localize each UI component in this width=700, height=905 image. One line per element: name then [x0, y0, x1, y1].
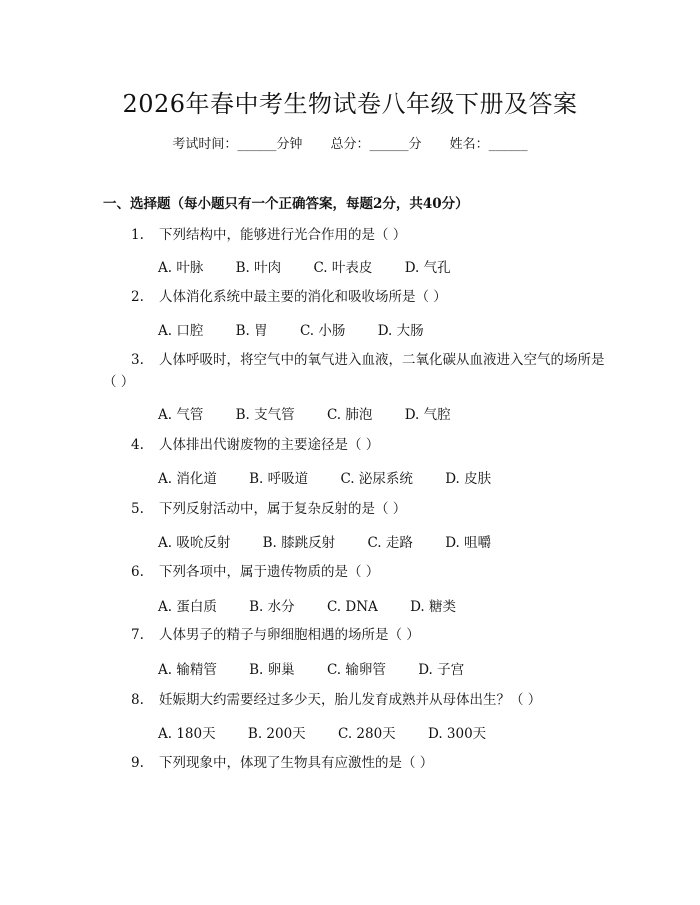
options-row — [158, 658, 488, 678]
question-number: 4. — [131, 437, 144, 453]
question-number: 2. — [131, 289, 144, 305]
question — [103, 689, 623, 711]
question-number: 5. — [131, 501, 144, 517]
question-number: 3. — [131, 352, 144, 368]
exam-time: 考试时间：______分钟 — [172, 137, 303, 152]
options-row — [158, 595, 480, 615]
option: C. 叶表皮 — [313, 260, 373, 276]
question-text: 人体消化系统中最主要的消化和吸收场所是（ ） — [159, 289, 447, 305]
options-row — [158, 319, 448, 339]
option: B. 胃 — [235, 323, 268, 339]
question-text: 人体呼吸时，将空气中的氧气进入血液，二氧化碳从血液进入空气的场所是（ ） — [103, 352, 605, 390]
option: A. 消化道 — [158, 471, 217, 487]
option: A. 输精管 — [158, 662, 217, 678]
student-name: 姓名：______ — [449, 137, 528, 152]
option: A. 180天 — [158, 726, 216, 742]
option: D. 300天 — [427, 726, 487, 742]
question-number: 9. — [131, 755, 144, 771]
page-title: 2026年春中考生物试卷八年级下册及答案 — [122, 90, 578, 118]
option: D. 咀嚼 — [445, 535, 492, 551]
section-heading: 一、选择题（每小题只有一个正确答案，每题2分，共40分） — [103, 196, 469, 212]
question — [103, 349, 613, 393]
option: A. 吸吮反射 — [158, 535, 231, 551]
question-text: 人体排出代谢废物的主要途径是（ ） — [159, 437, 380, 453]
question-text: 人体男子的精子与卵细胞相遇的场所是（ ） — [159, 627, 420, 643]
option: A. 蛋白质 — [158, 599, 217, 615]
option: C. 肺泡 — [326, 407, 373, 423]
option: B. 叶肉 — [235, 260, 282, 276]
option: A. 叶脉 — [158, 260, 204, 276]
options-row — [158, 531, 515, 551]
options-row — [158, 403, 475, 423]
option: B. 膝跳反射 — [262, 535, 336, 551]
question — [103, 286, 603, 308]
option: D. 糖类 — [410, 599, 457, 615]
question — [103, 752, 603, 774]
option: C. 泌尿系统 — [340, 471, 413, 487]
question-number: 7. — [131, 627, 144, 643]
option: C. 走路 — [367, 535, 413, 551]
option: C. 280天 — [337, 726, 396, 742]
option: B. 水分 — [249, 599, 295, 615]
question — [103, 561, 603, 583]
option: D. 皮肤 — [445, 471, 492, 487]
question — [103, 498, 603, 520]
question — [103, 224, 603, 246]
option: B. 呼吸道 — [249, 471, 309, 487]
option: A. 气管 — [158, 407, 204, 423]
total-score: 总分：______分 — [330, 137, 422, 152]
option: C. DNA — [326, 599, 378, 615]
option: D. 气孔 — [404, 260, 451, 276]
option: B. 支气管 — [235, 407, 295, 423]
option: B. 200天 — [247, 726, 306, 742]
question — [103, 624, 603, 646]
options-row — [158, 467, 515, 487]
exam-info — [0, 133, 700, 152]
question — [103, 434, 603, 456]
option: C. 输卵管 — [326, 662, 386, 678]
question-number: 6. — [131, 564, 144, 580]
options-row — [158, 256, 475, 276]
options-row — [158, 722, 510, 742]
question-text: 下列反射活动中，属于复杂反射的是（ ） — [159, 501, 407, 517]
question-text: 下列现象中，体现了生物具有应激性的是（ ） — [159, 755, 434, 771]
question-text: 妊娠期大约需要经过多少天，胎儿发育成熟并从母体出生？（ ） — [159, 692, 542, 708]
option: A. 口腔 — [158, 323, 204, 339]
question-text: 下列结构中，能够进行光合作用的是（ ） — [159, 227, 407, 243]
question-number: 1. — [131, 227, 144, 243]
question-number: 8. — [131, 692, 144, 708]
option: D. 大肠 — [377, 323, 424, 339]
option: B. 卵巢 — [249, 662, 295, 678]
option: D. 气腔 — [404, 407, 451, 423]
option: C. 小肠 — [299, 323, 346, 339]
option: D. 子宫 — [418, 662, 465, 678]
question-text: 下列各项中，属于遗传物质的是（ ） — [159, 564, 380, 580]
